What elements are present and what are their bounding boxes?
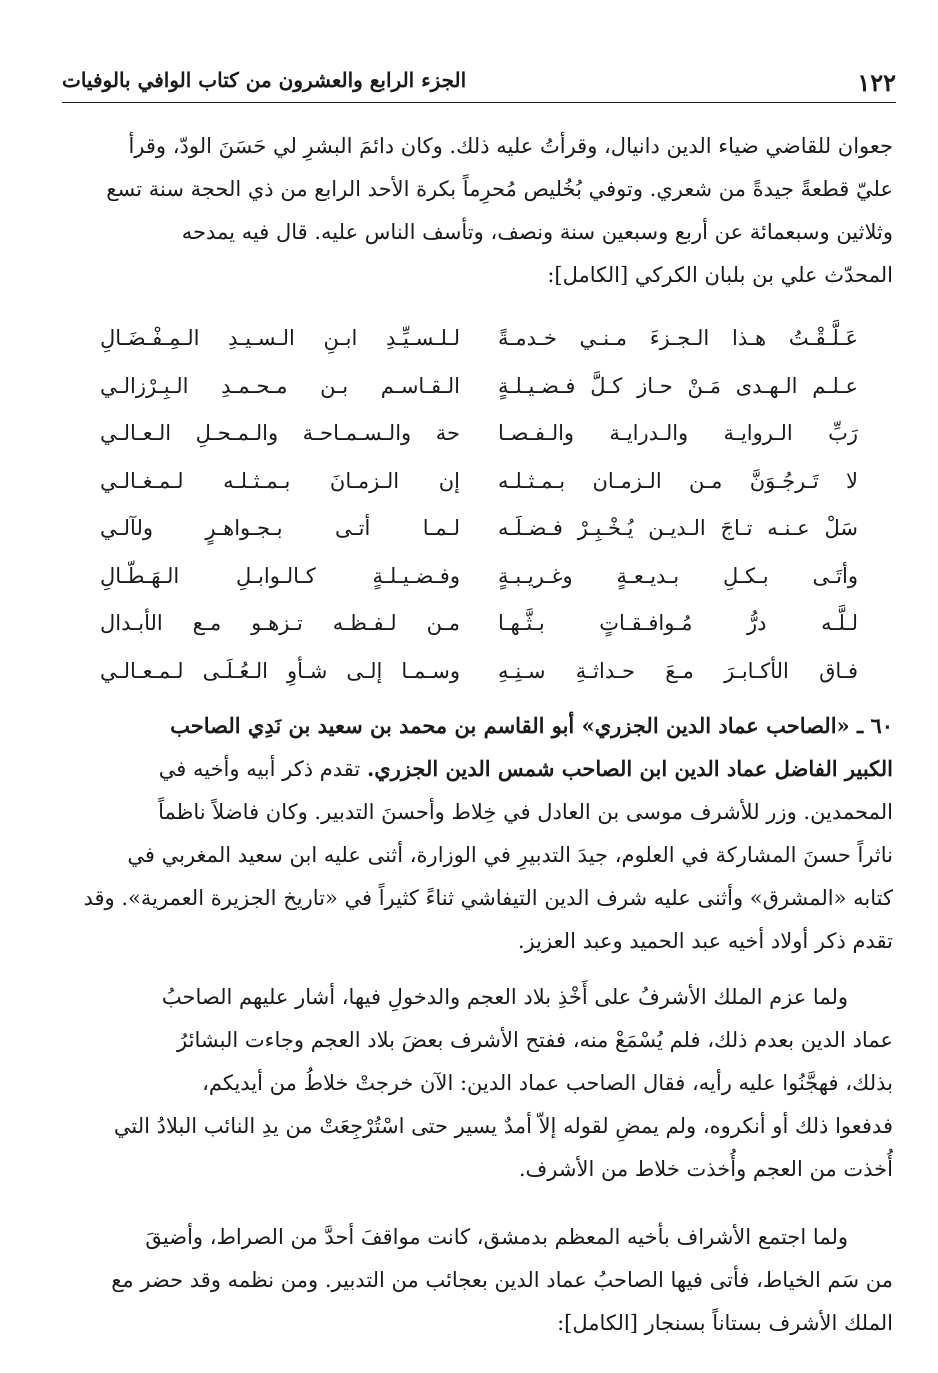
verse-second-hemistich: حة والـسـمـاحـة والـمـحـلِ الـعـالـي (100, 421, 460, 445)
text-line (65, 747, 893, 791)
running-title: الجزء الرابع والعشرون من كتاب الوافي بالوفيات (62, 68, 467, 92)
verse-first-hemistich: عَـلَّـقْـتُ هـذا الـجـزءَ مـنـي خـدمـةً (498, 326, 858, 350)
text-line: الملك الأشرف بستاناً بسنجار [الكامل]: (557, 1311, 893, 1335)
page-header (62, 62, 896, 103)
poem (100, 318, 858, 698)
verse-line (100, 413, 858, 461)
verse-second-hemistich: مـن لـفـظـه تـزهـو مـع الأبـدال (100, 611, 460, 635)
text-line: ولما عزم الملك الأشرفُ على أَخْذِ بلاد العجم والدخولِ فيها، أشار عليهم الصاحبُ (161, 985, 848, 1009)
paragraph-2 (65, 976, 893, 1191)
page-number: ١٢٢ (857, 68, 896, 97)
verse-line (100, 603, 858, 651)
text-line: المحمدين. وزر للأشرف موسى بن العادل في خِلاط وأحسنَ التدبير. وكان فاضلاً ناظماً (158, 800, 893, 824)
verse-first-hemistich: عـلـم الـهـدى مَـنْ حـاز كـلَّ فـضـيـلـةٍ (498, 373, 858, 398)
verse-line (100, 651, 858, 699)
verse-second-hemistich: وفـضـيـلـةٍ كـالـوابـلِ الـهَـطّـالِ (100, 563, 460, 588)
entry-60 (65, 704, 893, 963)
verse-second-hemistich: لـلـسـيِّـدِ ابـنِ الـسـيـدِ الـمِـفْـضَـالِ (100, 326, 460, 350)
paragraph-3 (65, 1216, 893, 1345)
verse-first-hemistich: رَبِّ الـروايـة والـدرايـة والـفـصـا (498, 421, 858, 445)
text-line: جعوان للقاضي ضياء الدين دانيال، وقرأتُ عليه ذلك. وكان دائمَ البشرِ لي حَسَنَ الودّ، وقرأ (128, 134, 893, 158)
verse-second-hemistich: الـقـاسـم بـن مـحـمـدِ الـبِـرْزالـي (100, 373, 460, 398)
text-line: وثلاثين وسبعمائة عن أربع وسبعين سنة ونصف، وتأسف الناس عليه. قال فيه يمدحه (181, 220, 893, 244)
verse-second-hemistich: لـمـا أتـى بـجـواهـرٍ ولآلـي (100, 516, 460, 540)
verse-second-hemistich: إن الـزمـانَ بـمـثـلـه لـمـغـالـي (100, 468, 460, 493)
text-line: من سَم الخياط، فأتى فيها الصاحبُ عماد الدين بعجائب من التدبير. ومن نظمه وقد حضر مع (111, 1268, 893, 1292)
verse-first-hemistich: فـاق الأكـابـرَ مـعَ حـداثـةِ سـنِـهِ (498, 658, 858, 683)
text-line: عماد الدين بعدم ذلك، فلم يُسْمَعْ منه، ففتح الأشرف بعضَ بلاد العجم وجاءت البشائرُ (177, 1028, 893, 1052)
verse-first-hemistich: وأتَـى بـكـلِ بـديـعـةٍ وغـريـبـةٍ (498, 563, 858, 588)
verse-line (100, 461, 858, 509)
verse-line (100, 318, 858, 366)
verse-first-hemistich: لا تَـرجُـوَنَّ مـن الـزمـان بـمـثـلـه (498, 468, 858, 493)
intro-paragraph (65, 125, 893, 297)
text-line: فدفعوا ذلك أو أنكروه، ولم يمضِ لقوله إلاّ أمدٌ يسير حتى اسْتُرْجِعَتْ من يدِ النائب البلادُ التي (113, 1114, 893, 1138)
text-line: أُخذت من العجم وأُخذت خلاط من الأشرف. (518, 1157, 893, 1181)
entry-text: تقدم ذكر أبيه وأخيه في (158, 757, 367, 781)
verse-first-hemistich: لـلَّـه درُّ مُـوافـقـاتٍ بـثَّـهـا (498, 611, 858, 635)
verse-line (100, 508, 858, 556)
text-line: عليّ قطعةً جيدةً من شعري. وتوفي بُخُليص مُحرِماً بكرة الأحد الرابع من ذي الحجة سنة تسع (106, 177, 893, 201)
text-line: تقدم ذكر أولاد أخيه عبد الحميد وعبد العزيز. (517, 929, 893, 953)
entry-heading-continued: الكبير الفاضل عماد الدين ابن الصاحب شمس الدين الجزري. (366, 756, 893, 781)
verse-line (100, 556, 858, 604)
verse-first-hemistich: سَلْ عـنـه تـاجَ الـديـن يُـخْـبِـرْ فـضـلَـه (498, 516, 858, 540)
text-line: ناثراً حسنَ المشاركة في العلوم، جيدَ التدبيرِ في الوزارة، أثنى عليه ابن سعيد المغربي في (127, 843, 893, 867)
text-line: ولما اجتمع الأشراف بأخيه المعظم بدمشق، كانت مواقفَ أحدَّ من الصراط، وأضيقَ (145, 1225, 848, 1249)
verse-second-hemistich: وسـمـا إلـى شـأوِ الـعُـلَـى لـمـعـالـي (100, 658, 460, 683)
entry-heading: ٦٠ ـ «الصاحب عماد الدين الجزري» أبو القاسم بن محمد بن سعيد بن نَدِي الصاحب (170, 713, 893, 738)
text-line: كتابه «المشرق» وأثنى عليه شرف الدين التيفاشي ثناءً كثيراً في «تاريخ الجزيرة العمرية». وقد (83, 886, 893, 910)
verse-line (100, 366, 858, 414)
text-line: المحدّث علي بن بلبان الكركي [الكامل]: (547, 263, 893, 287)
text-line: بذلك، فهجَّنُوا عليه رأيه، فقال الصاحب عماد الدين: الآن خرجتْ خلاطُ من أيديكم، (202, 1071, 893, 1095)
